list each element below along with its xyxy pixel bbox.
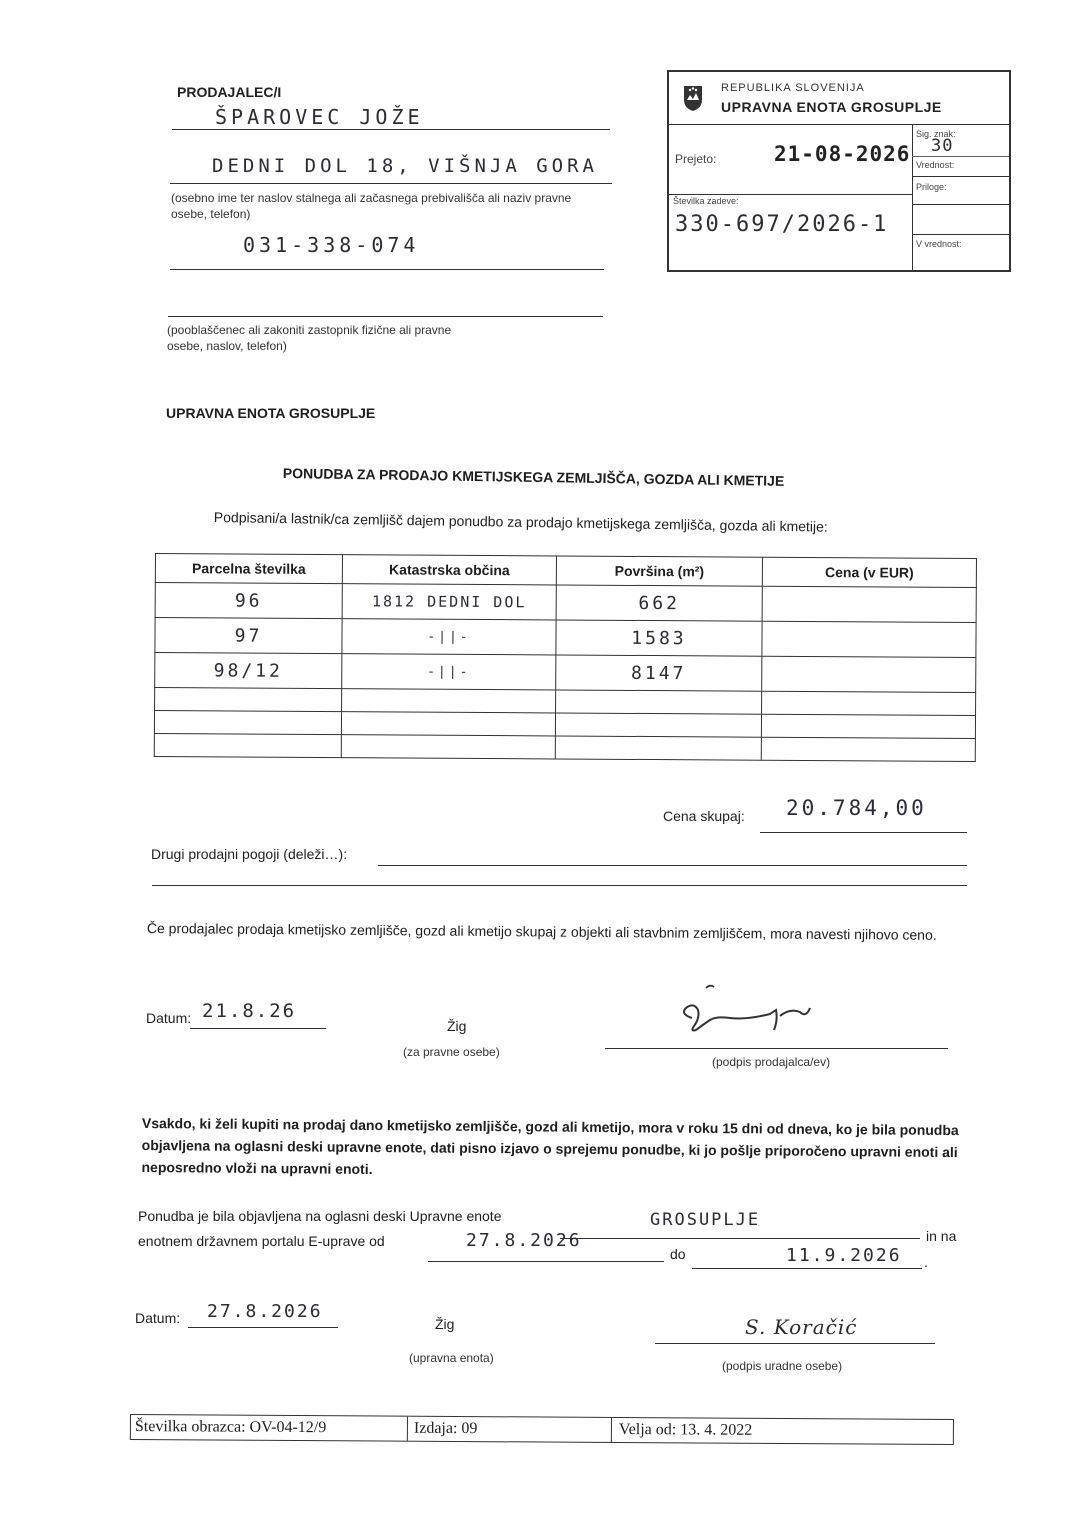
reception-stamp [667, 70, 1011, 272]
seller-stamp-hint: (za pravne osebe) [403, 1045, 500, 1059]
seller-name-line [172, 129, 610, 130]
stamp-received-label: Prejeto: [675, 152, 717, 166]
other-conditions-label: Drugi prodajni pogoji (deleži…): [151, 846, 348, 862]
other-conditions-line [378, 865, 967, 866]
publication-line1: Ponudba je bila objavljena na oglasni deski Upravne enote [138, 1208, 502, 1224]
footer-form-number: Številka obrazca: OV-04-12/9 [134, 1418, 327, 1437]
price-cell[interactable] [762, 621, 976, 657]
stamp-attach-label: Priloge: [916, 182, 947, 192]
stamp-rule-3 [912, 204, 1009, 205]
total-value[interactable]: 20.784,00 [786, 796, 927, 820]
footer-divider-1 [407, 1417, 408, 1441]
office-signature[interactable]: S. Koračić [745, 1315, 858, 1339]
office-stamp-label: Žig [435, 1316, 455, 1332]
publication-do: do [670, 1246, 686, 1262]
stamp-received-date: 21-08-2026 [774, 142, 911, 166]
seller-address[interactable]: DEDNI DOL 18, VIŠNJA GORA [212, 155, 598, 177]
price-cell[interactable] [761, 737, 975, 761]
price-cell[interactable] [762, 691, 976, 715]
stamp-rule-1 [669, 194, 912, 195]
parcel-table [154, 553, 977, 762]
stamp-sign-value: 30 [931, 136, 954, 156]
total-label: Cena skupaj: [663, 808, 745, 824]
header-parcel-number: Parcelna številka [155, 554, 342, 584]
area-cell[interactable]: 662 [556, 585, 762, 621]
publication-in-na: in na [926, 1228, 957, 1244]
price-cell[interactable] [762, 586, 976, 622]
seller-date-value[interactable]: 21.8.26 [202, 1000, 297, 1022]
publication-line2: enotnem državnem portalu E-uprave od [138, 1233, 385, 1249]
publication-to-line [692, 1268, 922, 1269]
stamp-unit: UPRAVNA ENOTA GROSUPLJE [721, 99, 942, 115]
area-cell[interactable] [555, 713, 761, 737]
office-date-value[interactable]: 27.8.2026 [207, 1301, 323, 1322]
table-row [155, 583, 976, 623]
seller-heading: PRODAJALEC/I [177, 84, 282, 100]
seller-phone-line [170, 269, 604, 270]
form-footer [130, 1414, 954, 1445]
stamp-rule-5 [912, 156, 1009, 157]
parcel-number-cell[interactable]: 98/12 [155, 653, 342, 689]
area-cell[interactable] [556, 690, 762, 714]
header-area: Površina (m²) [556, 556, 762, 586]
parcel-number-cell[interactable]: 97 [155, 618, 342, 654]
table-row [154, 733, 975, 761]
representative-line [168, 316, 603, 317]
seller-hint: (osebno ime ter naslov stalnega ali začasnega prebivališča ali naziv pravne osebe, telefon) [171, 191, 572, 221]
seller-name[interactable]: ŠPAROVEC JOŽE [215, 105, 424, 129]
seller-address-line [170, 183, 612, 184]
publication-end: . [924, 1254, 928, 1270]
publication-unit-line [560, 1238, 920, 1239]
stamp-sign-label: Sig. znak: [916, 129, 956, 139]
intro-text: Podpisani/a lastnik/ca zemljišč dajem ponudbo za prodajo kmetijskega zemljišča, gozda ali kmetije: [213, 509, 828, 535]
office-date-line [188, 1327, 338, 1328]
stamp-rule-v [912, 124, 913, 270]
seller-date-line [190, 1028, 326, 1029]
header-price: Cena (v EUR) [762, 557, 976, 587]
stamp-header [669, 72, 1009, 125]
cadastral-municipality-cell[interactable] [342, 689, 556, 713]
cadastral-municipality-cell[interactable]: -||- [342, 619, 556, 655]
cadastral-municipality-cell[interactable]: 1812 DEDNI DOL [342, 584, 556, 620]
acceptance-notice: Vsakdo, ki želi kupiti na prodaj dano kmetijsko zemljišče, gozd ali kmetijo, mora v roku 15 dni od dneva, ko je bila ponudba objavljena na oglasni deski upravne enote, dati pisno izjavo o sprejemu ponudbe, ki jo pošlje priporočeno upravni enoti ali neposredno vloži na upravni enoti. [141, 1114, 959, 1178]
parcel-number-cell[interactable] [154, 711, 341, 735]
seller-signature-image [660, 980, 840, 1040]
cadastral-municipality-cell[interactable] [341, 735, 555, 759]
parcel-number-cell[interactable] [155, 688, 342, 712]
stamp-case-label: Številka zadeve: [673, 196, 739, 206]
cadastral-municipality-cell[interactable]: -||- [342, 654, 556, 690]
publication-from-line [428, 1261, 664, 1262]
representative-hint: (pooblaščenec ali zakoniti zastopnik fizične ali pravne osebe, naslov, telefon) [167, 323, 452, 353]
table-row [155, 653, 976, 693]
office-signature-hint: (podpis uradne osebe) [722, 1359, 843, 1373]
price-cell[interactable] [762, 656, 976, 692]
area-cell[interactable]: 1583 [556, 620, 762, 656]
objects-note: Če prodajalec prodaja kmetijsko zemljišče, gozd ali kmetijo skupaj z objekti ali stavbnim zemljiščem, mora navesti njihovo ceno. [146, 919, 937, 943]
stamp-case-number: 330-697/2026-1 [675, 212, 889, 237]
seller-signature-line [605, 1048, 948, 1049]
price-cell[interactable] [761, 714, 975, 738]
header-cadastral-municipality: Katastrska občina [342, 555, 556, 585]
stamp-republic: REPUBLIKA SLOVENIJA [721, 82, 865, 94]
seller-phone[interactable]: 031-338-074 [243, 233, 420, 257]
seller-stamp-label: Žig [447, 1018, 467, 1034]
area-cell[interactable]: 8147 [556, 655, 762, 691]
publication-to-value[interactable]: 11.9.2026 [786, 1245, 902, 1266]
stamp-attach-value-label: V vrednost: [916, 239, 962, 249]
parcel-number-cell[interactable]: 96 [155, 583, 342, 619]
stamp-rule-4 [912, 234, 1009, 235]
footer-valid-from: Velja od: 13. 4. 2022 [618, 1420, 753, 1439]
seller-date-label: Datum: [146, 1010, 192, 1026]
stamp-rule-2 [912, 176, 1009, 177]
publication-unit-value[interactable]: GROSUPLJE [650, 1210, 761, 1230]
other-conditions-line-2 [152, 885, 967, 886]
table-row [155, 618, 976, 658]
footer-divider-2 [611, 1418, 612, 1442]
footer-issue: Izdaja: 09 [413, 1419, 478, 1438]
office-date-label: Datum: [135, 1310, 181, 1326]
parcel-number-cell[interactable] [154, 733, 341, 757]
area-cell[interactable] [555, 736, 761, 760]
office-stamp-hint: (upravna enota) [409, 1351, 494, 1365]
coat-of-arms-icon [682, 84, 704, 112]
cadastral-municipality-cell[interactable] [341, 712, 555, 736]
stamp-value-label: Vrednost: [916, 160, 955, 170]
form-title: PONUDBA ZA PRODAJO KMETIJSKEGA ZEMLJIŠČA, GOZDA ALI KMETIJE [282, 465, 785, 489]
authority-name: UPRAVNA ENOTA GROSUPLJE [166, 405, 376, 421]
total-line [760, 832, 967, 833]
seller-signature-hint: (podpis prodajalca/ev) [712, 1055, 831, 1069]
publication-from-value[interactable]: 27.8.2026 [466, 1230, 582, 1251]
office-signature-line [655, 1343, 935, 1344]
